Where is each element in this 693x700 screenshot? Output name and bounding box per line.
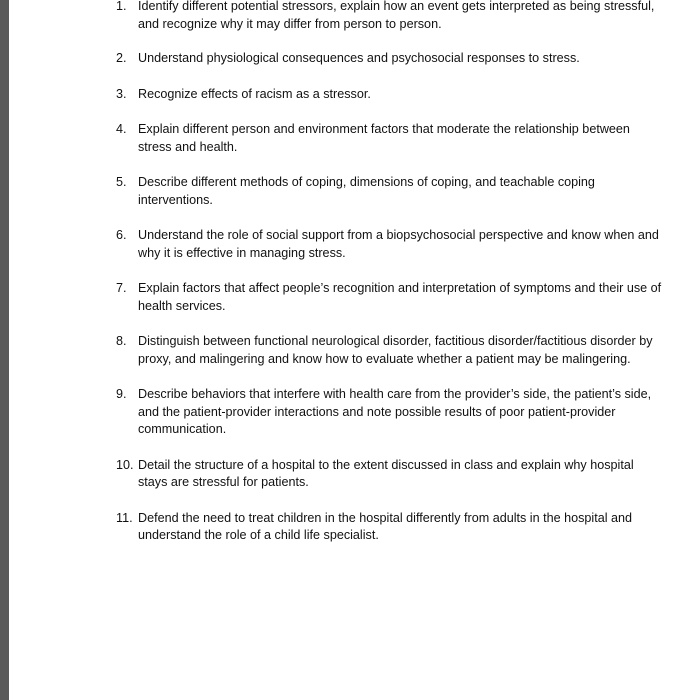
objective-text: Understand physiological consequences and psychosocial responses to stress. (138, 51, 580, 65)
objective-number: 3. (116, 86, 127, 101)
objective-number: 9. (116, 387, 127, 401)
objective-number: 8. (116, 334, 127, 348)
objective-text: Detail the structure of a hospital to the extent discussed in class and explain why hospital stays are stressful for patients. (138, 457, 634, 489)
objective-item (116, 510, 664, 545)
objective-number: 1. (116, 0, 127, 13)
objective-number: 5. (116, 175, 127, 189)
objective-item (116, 227, 664, 262)
objective-item (116, 386, 664, 439)
objective-number: 6. (116, 228, 127, 242)
objectives-list (116, 0, 664, 545)
objective-number: 2. (116, 51, 127, 65)
objective-number: 7. (116, 281, 127, 295)
objective-number: 4. (116, 122, 127, 136)
objective-text: Understand the role of social support from a biopsychosocial perspective and know when and why it is effective in managing stress. (138, 228, 659, 260)
objective-text: Recognize effects of racism as a stressor. (138, 86, 371, 101)
objective-text: Defend the need to treat children in the hospital differently from adults in the hospital and understand the role of a child life specialist. (138, 510, 633, 542)
page-left-edge (0, 0, 9, 700)
objective-item (116, 280, 664, 315)
objective-item (116, 50, 664, 68)
objective-text: Identify different potential stressors, explain how an event gets interpreted as being stressful, and recognize why it may differ from person to person. (138, 0, 655, 31)
objective-item (116, 333, 664, 368)
objective-item (116, 174, 664, 209)
objective-text: Explain different person and environment factors that moderate the relationship between stress and health. (138, 122, 630, 154)
objective-item (116, 0, 664, 33)
objective-item (116, 86, 664, 104)
objective-item (116, 121, 664, 156)
objective-text: Describe behaviors that interfere with health care from the provider’s side, the patient’s side, and the patient-provider interactions and note possible results of poor patient-provider communication. (138, 387, 652, 436)
objective-item (116, 457, 664, 492)
objective-text: Distinguish between functional neurological disorder, factitious disorder/factitious disorder by proxy, and malingering and know how to evaluate whether a patient may be malingering. (138, 334, 653, 366)
objective-text: Describe different methods of coping, dimensions of coping, and teachable coping interventions. (138, 175, 595, 207)
objective-text: Explain factors that affect people’s recognition and interpretation of symptoms and their use of health services. (138, 281, 662, 313)
objective-number: 11. (116, 510, 133, 525)
objective-number: 10. (116, 457, 134, 472)
